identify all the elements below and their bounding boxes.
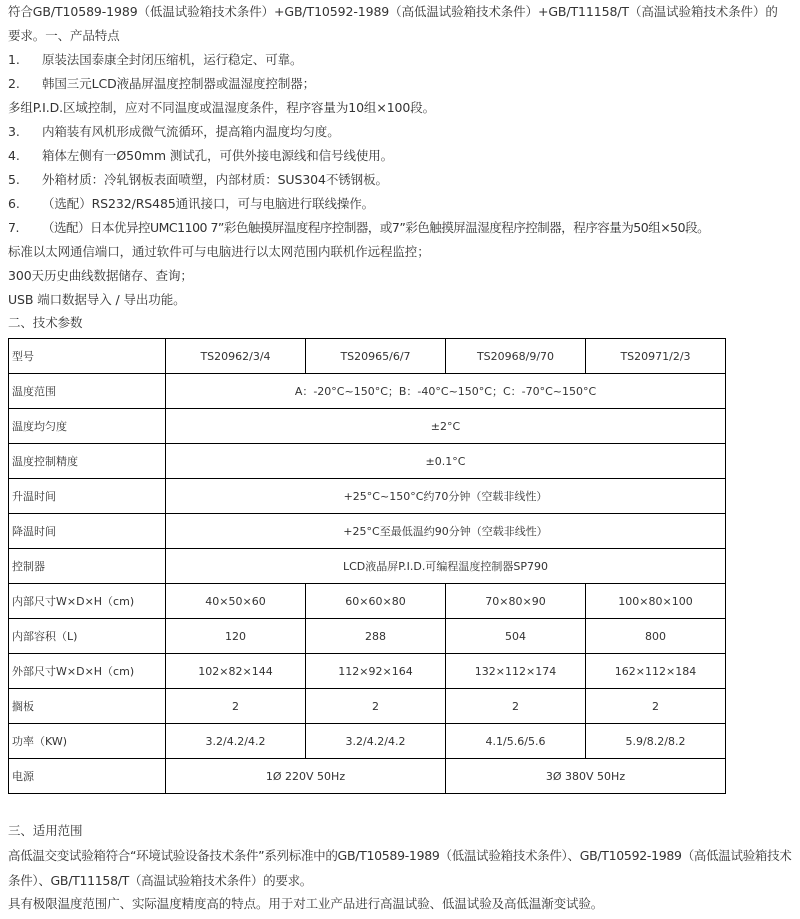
value-cell: 162×112×184 <box>586 654 726 689</box>
model-cell: TS20962/3/4 <box>166 339 306 374</box>
scope-last-line: 具有极限温度范围广、实际温度精度高的特点。用于对工业产品进行高温试验、低温试验及高低温渐变试验。 <box>8 896 604 911</box>
merged-value-cell: A：-20°C~150°C；B：-40°C~150°C；C：-70°C~150°C <box>166 374 726 409</box>
feature-text: 外箱材质：冷轧钢板表面喷塑，内部材质：SUS304不锈钢板。 <box>42 172 388 187</box>
spec-table <box>8 338 726 794</box>
feature-3 <box>8 124 340 140</box>
feature-text: 内箱装有风机形成微气流循环，提高箱内温度均匀度。 <box>42 124 340 139</box>
feature-text: （选配）日本优异控UMC1100 7”彩色触摸屏温度程序控制器，或7”彩色触摸屏温湿度程序控制器，程序容量为50组×50段。 <box>42 220 710 235</box>
table-row-cooling-time <box>9 514 726 549</box>
table-row-model <box>9 339 726 374</box>
feature-text: 箱体左侧有一Ø50mm 测试孔，可供外接电源线和信号线使用。 <box>42 148 394 163</box>
feature-number: 3. <box>8 124 20 139</box>
intro-line-2: 要求。一、产品特点 <box>8 28 120 43</box>
section-2-heading: 二、技术参数 <box>8 315 83 330</box>
row-label: 功率（KW) <box>9 724 166 759</box>
feature-text: 韩国三元LCD液晶屏温度控制器或温湿度控制器； <box>42 76 316 91</box>
feature-1 <box>8 52 302 68</box>
value-cell: 2 <box>306 689 446 724</box>
row-label: 内部尺寸W×D×H（cm) <box>9 584 166 619</box>
value-cell: 1Ø 220V 50Hz <box>166 759 446 794</box>
feature-number: 6. <box>8 196 20 211</box>
row-label: 降温时间 <box>9 514 166 549</box>
model-cell: TS20971/2/3 <box>586 339 726 374</box>
value-cell: 3.2/4.2/4.2 <box>306 724 446 759</box>
value-cell: 288 <box>306 619 446 654</box>
merged-value-cell: +25°C~150°C约70分钟（空载非线性） <box>166 479 726 514</box>
row-label: 温度范围 <box>9 374 166 409</box>
table-row-inner-size <box>9 584 726 619</box>
feature-number: 2. <box>8 76 20 91</box>
merged-value-cell: ±0.1°C <box>166 444 726 479</box>
feature-text: （选配）RS232/RS485通讯接口，可与电脑进行联线操作。 <box>42 196 375 211</box>
row-label: 型号 <box>9 339 166 374</box>
table-row-controller <box>9 549 726 584</box>
table-row-power-supply <box>9 759 726 794</box>
value-cell: 3.2/4.2/4.2 <box>166 724 306 759</box>
section-3-heading: 三、适用范围 <box>8 823 83 838</box>
feature-2-detail: 多组P.I.D.区域控制，应对不同温度或温湿度条件，程序容量为10组×100段。 <box>8 100 436 115</box>
feature-2 <box>8 76 315 92</box>
feature-7-detail-2: 300天历史曲线数据储存、查询； <box>8 268 193 283</box>
feature-number: 1. <box>8 52 20 67</box>
feature-5 <box>8 172 388 188</box>
value-cell: 132×112×174 <box>446 654 586 689</box>
value-cell: 40×50×60 <box>166 584 306 619</box>
feature-7 <box>8 220 709 236</box>
table-row-shelves <box>9 689 726 724</box>
row-label: 升温时间 <box>9 479 166 514</box>
model-cell: TS20965/6/7 <box>306 339 446 374</box>
scope-paragraph: 高低温交变试验箱符合“环境试验设备技术条件”系列标准中的GB/T10589-1989（低温试验箱技术条件）、GB/T10592-1989（高低温试验箱技术条件）、GB/T11158/T（高温试验箱技术条件）的要求。 <box>8 848 792 888</box>
row-label: 内部容积（L) <box>9 619 166 654</box>
value-cell: 504 <box>446 619 586 654</box>
feature-number: 5. <box>8 172 20 187</box>
feature-text: 原装法国泰康全封闭压缩机，运行稳定、可靠。 <box>42 52 303 67</box>
feature-7-detail-1: 标准以太网通信端口，通过软件可与电脑进行以太网范围内联机作远程监控； <box>8 244 430 259</box>
intro-line-1: 符合GB/T10589-1989（低温试验箱技术条件）+GB/T10592-1989（高低温试验箱技术条件）+GB/T11158/T（高温试验箱技术条件）的 <box>8 4 778 19</box>
row-label: 电源 <box>9 759 166 794</box>
table-row-outer-size <box>9 654 726 689</box>
feature-number: 4. <box>8 148 20 163</box>
merged-value-cell: ±2°C <box>166 409 726 444</box>
merged-value-cell: +25°C至最低温约90分钟（空载非线性） <box>166 514 726 549</box>
table-row-power-kw <box>9 724 726 759</box>
row-label: 搁板 <box>9 689 166 724</box>
feature-7-detail-3: USB 端口数据导入 / 导出功能。 <box>8 292 186 307</box>
value-cell: 4.1/5.6/5.6 <box>446 724 586 759</box>
value-cell: 70×80×90 <box>446 584 586 619</box>
value-cell: 5.9/8.2/8.2 <box>586 724 726 759</box>
row-label: 温度均匀度 <box>9 409 166 444</box>
model-cell: TS20968/9/70 <box>446 339 586 374</box>
value-cell: 112×92×164 <box>306 654 446 689</box>
row-label: 外部尺寸W×D×H（cm) <box>9 654 166 689</box>
table-row-heating-time <box>9 479 726 514</box>
value-cell: 800 <box>586 619 726 654</box>
value-cell: 100×80×100 <box>586 584 726 619</box>
table-row-uniformity <box>9 409 726 444</box>
value-cell: 2 <box>446 689 586 724</box>
value-cell: 120 <box>166 619 306 654</box>
value-cell: 3Ø 380V 50Hz <box>446 759 726 794</box>
feature-4 <box>8 148 393 164</box>
value-cell: 102×82×144 <box>166 654 306 689</box>
feature-6 <box>8 196 374 212</box>
table-row-temperature-range <box>9 374 726 409</box>
feature-number: 7. <box>8 220 19 235</box>
table-row-inner-volume <box>9 619 726 654</box>
row-label: 控制器 <box>9 549 166 584</box>
table-row-control-accuracy <box>9 444 726 479</box>
value-cell: 2 <box>586 689 726 724</box>
value-cell: 60×60×80 <box>306 584 446 619</box>
row-label: 温度控制精度 <box>9 444 166 479</box>
merged-value-cell: LCD液晶屏P.I.D.可编程温度控制器SP790 <box>166 549 726 584</box>
value-cell: 2 <box>166 689 306 724</box>
